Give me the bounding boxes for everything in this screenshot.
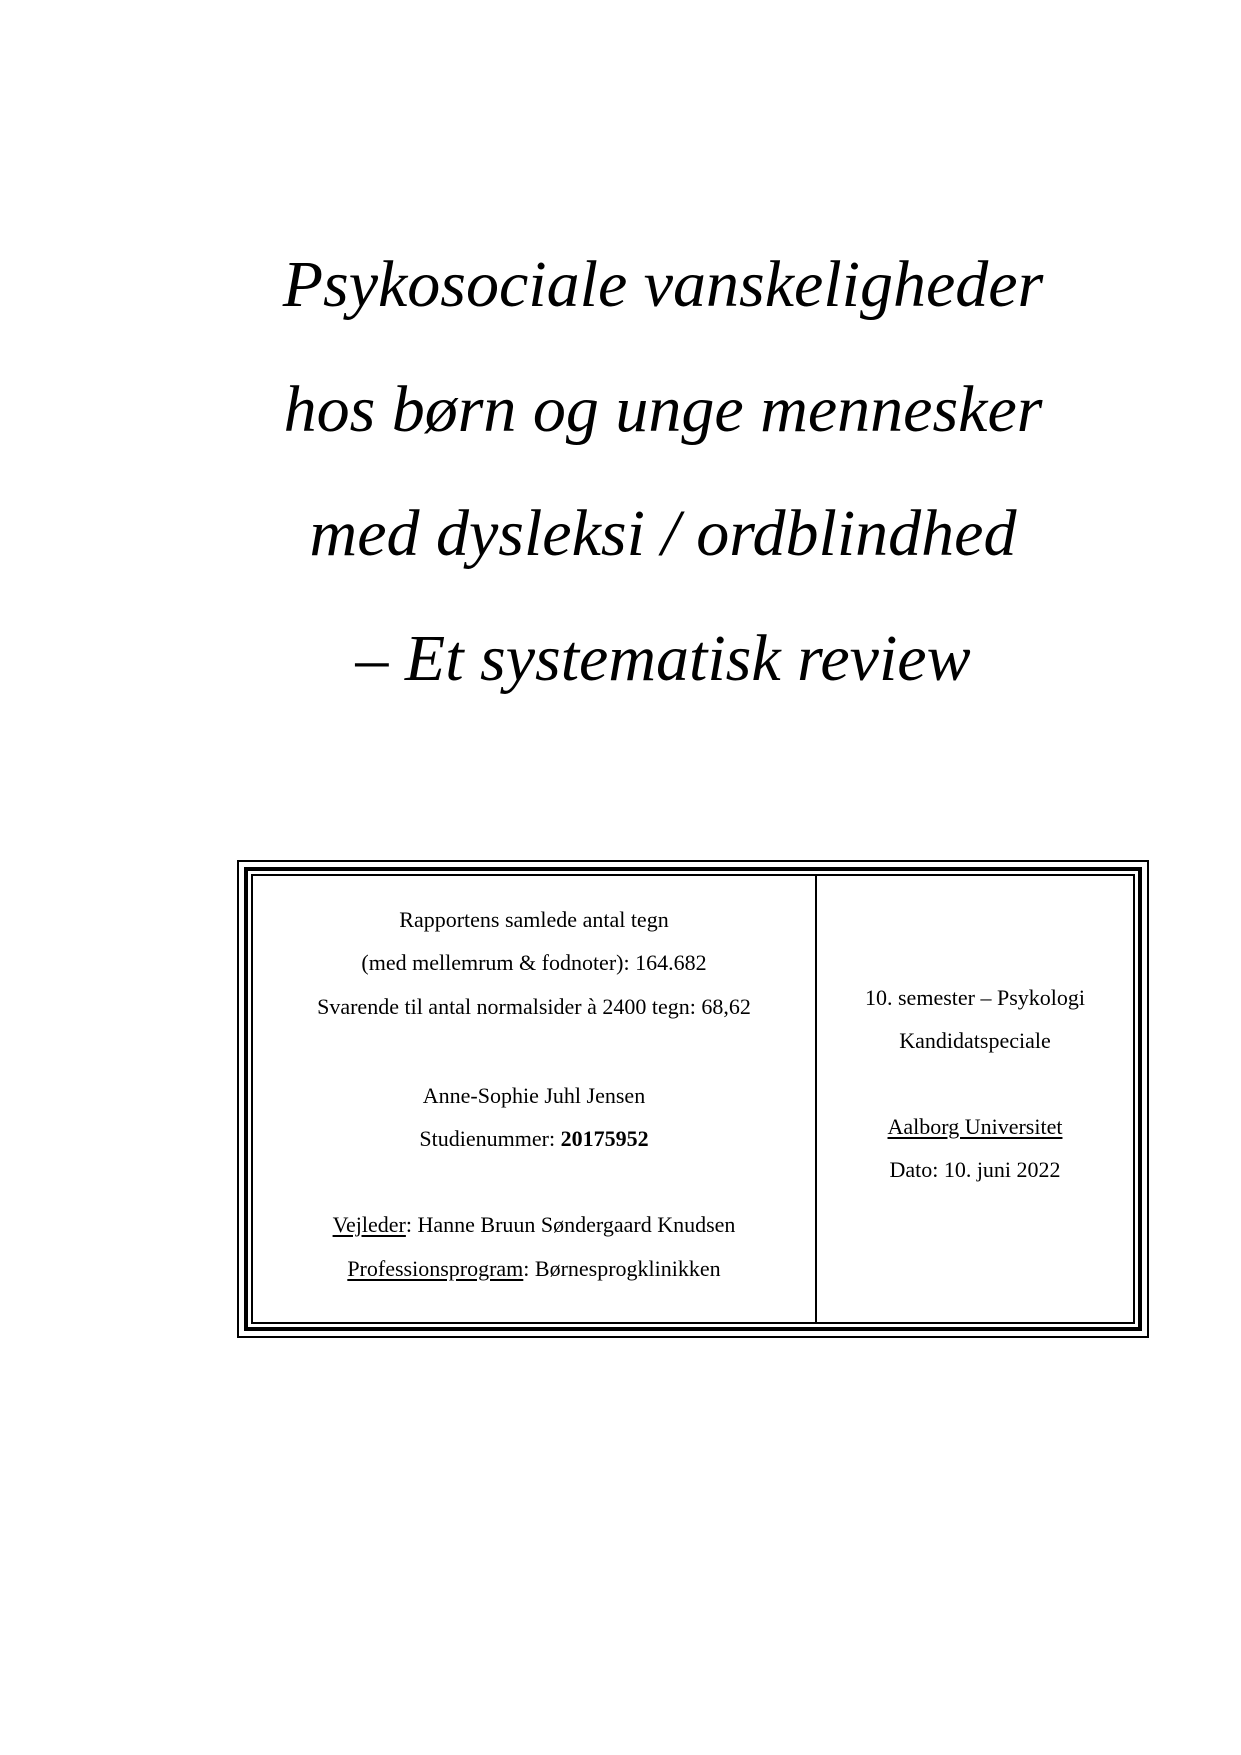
supervisor-line (253, 1212, 815, 1238)
author-name: Anne-Sophie Juhl Jensen (422, 1083, 646, 1108)
info-box (251, 874, 1135, 1324)
info-right-column (817, 876, 1133, 1322)
supervisor-label: Vejleder (332, 1212, 406, 1237)
normal-pages-line: Svarende til antal normalsider à 2400 tegn: 68,62 (317, 994, 751, 1019)
title-line-2: hos børn og unge mennesker (283, 373, 1043, 446)
student-number-label: Studienummer: (419, 1126, 561, 1151)
semester-line: 10. semester – Psykologi (865, 985, 1085, 1010)
info-box-outer-border (237, 860, 1149, 1338)
char-count-line-1: Rapportens samlede antal tegn (399, 907, 669, 932)
info-left-column (253, 876, 815, 1322)
program-label: Professionsprogram (347, 1256, 524, 1281)
title-line-4: – Et systematisk review (355, 622, 971, 695)
submission-date: Dato: 10. juni 2022 (889, 1157, 1061, 1182)
info-box-thick-border (244, 867, 1142, 1331)
student-number-line (253, 1126, 815, 1152)
university-name: Aalborg Universitet (887, 1114, 1063, 1139)
thesis-type: Kandidatspeciale (899, 1028, 1051, 1053)
student-number: 20175952 (560, 1126, 649, 1151)
title-line-1: Psykosociale vanskeligheder (282, 248, 1044, 321)
char-count-line-2: (med mellemrum & fodnoter): 164.682 (361, 950, 707, 975)
program-line (253, 1256, 815, 1282)
program-name: : Børnesprogklinikken (523, 1256, 721, 1281)
supervisor-name: : Hanne Bruun Søndergaard Knudsen (405, 1212, 736, 1237)
title-line-3: med dysleksi / ordblindhed (309, 497, 1017, 570)
